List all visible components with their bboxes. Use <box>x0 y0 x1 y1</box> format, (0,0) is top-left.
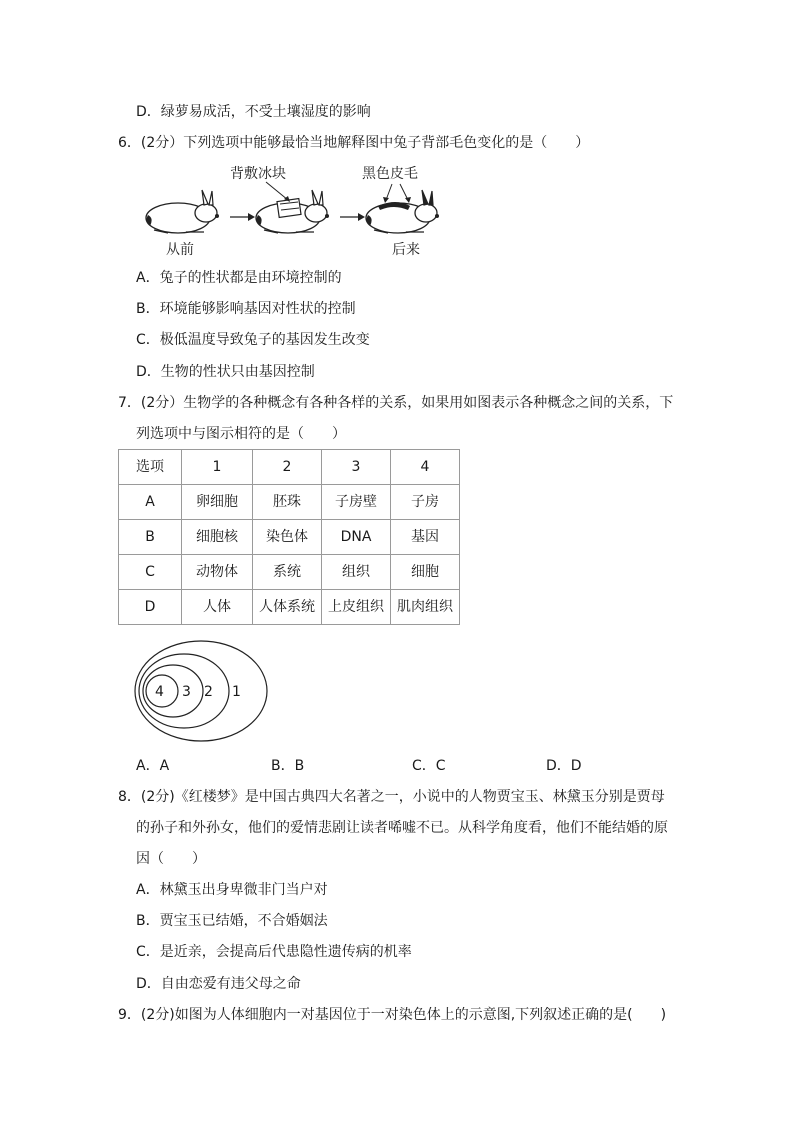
q8-stem-line2: 的孙子和外孙女，他们的爱情悲剧让读者唏嘘不已。从科学角度看，他们不能结婚的原 <box>136 820 668 836</box>
q8-option-a: A．林黛玉出身卑微非门当户对 <box>136 882 328 898</box>
table-cell: C <box>119 555 182 590</box>
table-row <box>119 520 460 555</box>
q8-option-c: C．是近亲，会提高后代患隐性遗传病的机率 <box>136 944 412 960</box>
label-fur: 黑色皮毛 <box>362 166 418 182</box>
table-header-cell: 1 <box>182 450 253 485</box>
table-cell: DNA <box>322 520 391 555</box>
label-after: 后来 <box>392 242 420 258</box>
table-cell: 子房 <box>391 485 460 520</box>
table-cell: 细胞 <box>391 555 460 590</box>
table-header-cell: 4 <box>391 450 460 485</box>
q7-answer-d: D．D <box>546 758 582 774</box>
q7-stem-line1: 7．(2分）生物学的各种概念有各种各样的关系，如果用如图表示各种概念之间的关系，下 <box>118 395 674 411</box>
table-cell: 组织 <box>322 555 391 590</box>
q8-option-b: B．贾宝玉已结婚，不合婚姻法 <box>136 913 328 929</box>
table-cell: 染色体 <box>253 520 322 555</box>
table-cell: 人体系统 <box>253 590 322 625</box>
table-cell: 人体 <box>182 590 253 625</box>
label-ice: 背敷冰块 <box>230 166 286 182</box>
q7-answer-a: A．A <box>136 758 170 774</box>
table-cell: 系统 <box>253 555 322 590</box>
q5-option-d: D．绿萝易成活，不受土壤湿度的影响 <box>136 104 371 120</box>
table-cell: 肌肉组织 <box>391 590 460 625</box>
q6-option-c: C．极低温度导致兔子的基因发生改变 <box>136 332 370 348</box>
table-cell: D <box>119 590 182 625</box>
q8-stem-line1: 8．(2分)《红楼梦》是中国古典四大名著之一，小说中的人物贾宝玉、林黛玉分别是贾母 <box>118 789 665 805</box>
circle-label-4: 4 <box>155 684 164 700</box>
rabbit-before-icon <box>146 190 219 233</box>
rabbit-figure <box>138 160 458 260</box>
table-cell: 细胞核 <box>182 520 253 555</box>
circle-label-2: 2 <box>204 684 213 700</box>
table-header-cell: 选项 <box>119 450 182 485</box>
circle-3 <box>143 665 203 717</box>
table-cell: 基因 <box>391 520 460 555</box>
q6-option-b: B．环境能够影响基因对性状的控制 <box>136 301 356 317</box>
circle-label-3: 3 <box>182 684 191 700</box>
table-cell: B <box>119 520 182 555</box>
rabbit-after-icon <box>366 190 439 233</box>
table-header-row <box>119 450 460 485</box>
table-cell: 胚珠 <box>253 485 322 520</box>
table-row <box>119 485 460 520</box>
table-cell: A <box>119 485 182 520</box>
table-cell: 子房壁 <box>322 485 391 520</box>
table-cell: 上皮组织 <box>322 590 391 625</box>
q8-option-d: D．自由恋爱有违父母之命 <box>136 976 301 992</box>
q7-stem-line2: 列选项中与图示相符的是（ ） <box>136 426 346 442</box>
q6-option-a: A．兔子的性状都是由环境控制的 <box>136 270 342 286</box>
q7-table <box>118 449 460 625</box>
table-header-cell: 3 <box>322 450 391 485</box>
rabbit-ice-icon <box>256 190 329 233</box>
q9-stem: 9．(2分)如图为人体细胞内一对基因位于一对染色体上的示意图,下列叙述正确的是( ) <box>118 1007 667 1023</box>
nested-circles-diagram <box>134 640 270 744</box>
table-cell: 卵细胞 <box>182 485 253 520</box>
q6-option-d: D．生物的性状只由基因控制 <box>136 364 315 380</box>
table-header-cell: 2 <box>253 450 322 485</box>
q7-answer-b: B．B <box>271 758 305 774</box>
table-row <box>119 590 460 625</box>
circle-label-1: 1 <box>232 684 241 700</box>
label-before: 从前 <box>166 242 194 258</box>
table-cell: 动物体 <box>182 555 253 590</box>
table-row <box>119 555 460 590</box>
q6-stem: 6．(2分）下列选项中能够最恰当地解释图中兔子背部毛色变化的是（ ） <box>118 135 590 151</box>
q8-stem-line3: 因（ ） <box>136 851 206 867</box>
q7-answer-c: C．C <box>412 758 446 774</box>
